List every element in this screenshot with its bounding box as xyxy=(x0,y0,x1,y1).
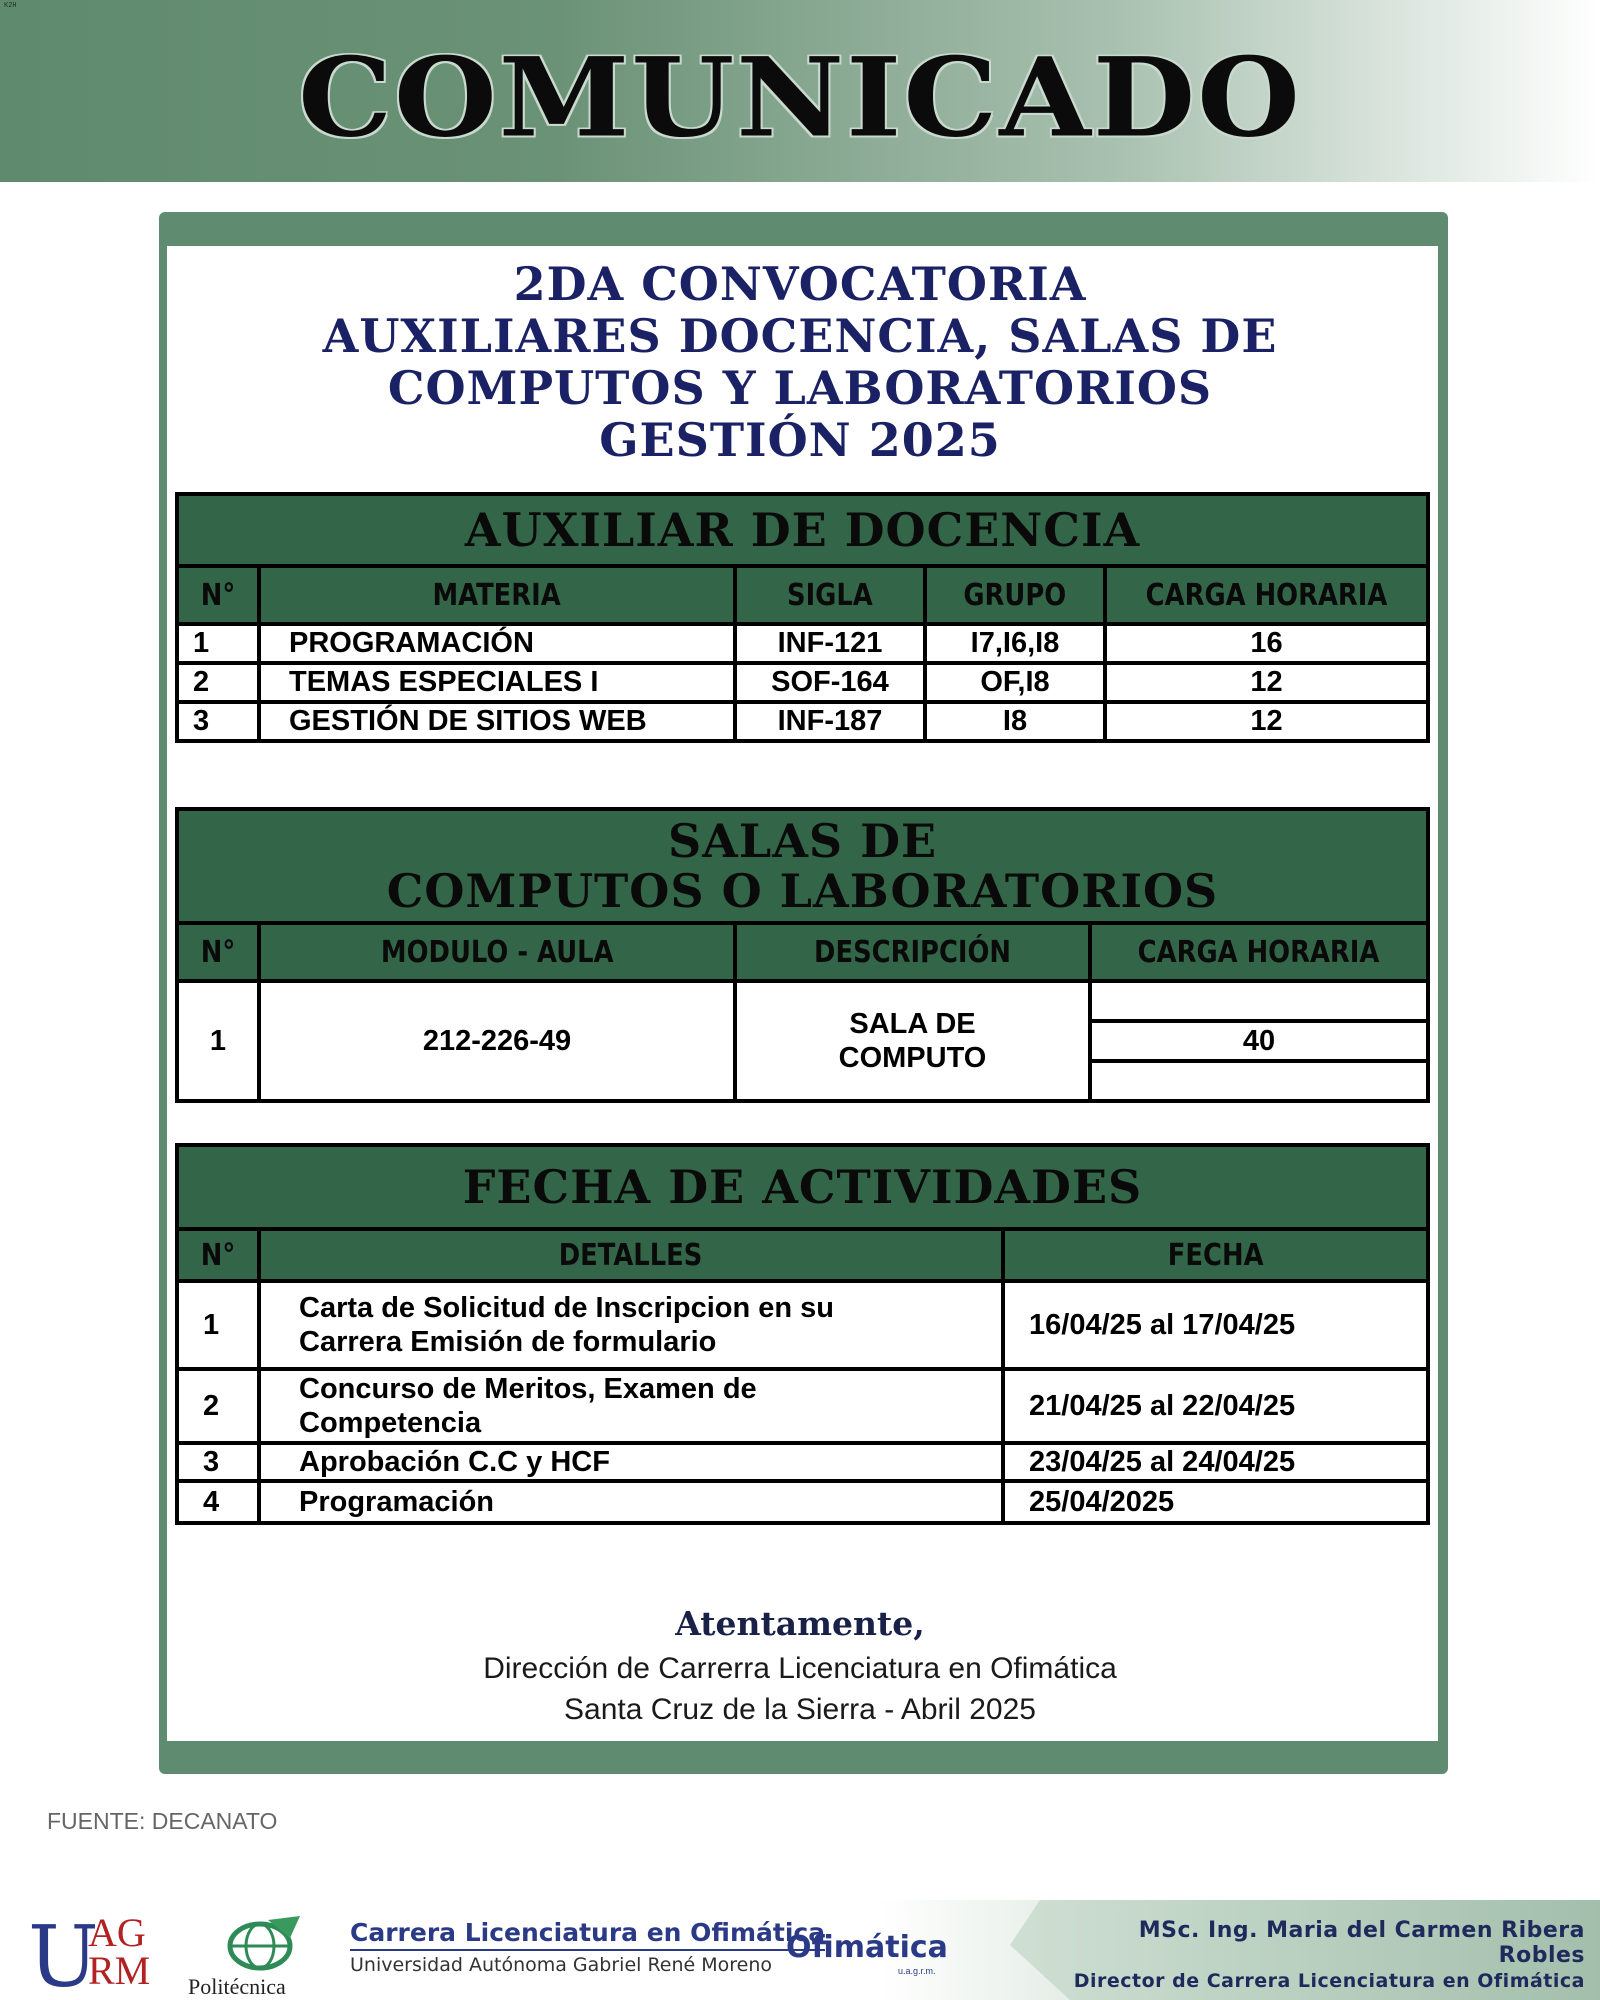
descripcion-cell xyxy=(735,981,1090,1101)
director-name: MSc. Ing. Maria del Carmen Ribera Robles xyxy=(1138,1918,1585,1968)
actividades-header-row xyxy=(177,1229,1428,1281)
row-number: 4 xyxy=(177,1481,259,1523)
director-role: Director de Carrera Licenciatura en Ofimática xyxy=(1073,1970,1585,1992)
header-banner xyxy=(0,0,1600,182)
heading-line-2: AUXILIARES DOCENCIA, SALAS DE xyxy=(322,309,1278,363)
row-number: 2 xyxy=(177,1369,259,1443)
modulo-cell: 212-226-49 xyxy=(259,981,735,1101)
fecha-cell: 25/04/2025 xyxy=(1003,1481,1428,1523)
row-number: 1 xyxy=(177,981,259,1101)
detalle-line-2: Carrera Emisión de formulario xyxy=(299,1326,717,1358)
banner-tag: K2H xyxy=(4,2,17,10)
carga-cell: 12 xyxy=(1105,663,1428,702)
col-header-detalles: DETALLES xyxy=(259,1229,1003,1281)
col-header-n: N° xyxy=(177,1229,259,1281)
heading-line-3: COMPUTOS Y LABORATORIOS xyxy=(387,361,1213,415)
politecnica-label: Politécnica xyxy=(188,1974,286,1999)
carga-cell: 12 xyxy=(1105,702,1428,741)
table-row xyxy=(177,1281,1428,1369)
table-row xyxy=(177,702,1428,741)
salas-title-line-2: COMPUTOS O LABORATORIOS xyxy=(386,864,1219,918)
closing-line-2: Santa Cruz de la Sierra - Abril 2025 xyxy=(564,1693,1036,1726)
carga-empty-cell xyxy=(1090,1061,1428,1101)
closing-greeting: Atentamente, xyxy=(675,1604,925,1643)
table-row xyxy=(177,624,1428,663)
uagrm-logo-rm: RM xyxy=(88,1948,151,1993)
col-header-carga: CARGA HORARIA xyxy=(1090,923,1428,981)
col-header-grupo: GRUPO xyxy=(925,566,1105,624)
uagrm-logo xyxy=(28,1908,178,2000)
detalle-line-1: Carta de Solicitud de Inscripcion en su xyxy=(299,1292,834,1324)
table-row xyxy=(177,1443,1428,1481)
carga-cell: 40 xyxy=(1090,1021,1428,1061)
materia-cell: PROGRAMACIÓN xyxy=(259,624,735,663)
carga-cell: 16 xyxy=(1105,624,1428,663)
docencia-header-row xyxy=(177,566,1428,624)
globe-icon xyxy=(220,1912,310,1974)
footer xyxy=(0,1900,1600,2000)
ofimatica-logo-sub: u.a.g.r.m. xyxy=(898,1966,936,1976)
carrera-subtitle: Universidad Autónoma Gabriel René Moreno xyxy=(350,1954,773,1976)
detalle-line-2: Competencia xyxy=(299,1407,482,1439)
col-header-materia: MATERIA xyxy=(259,566,735,624)
detalle-cell: Aprobación C.C y HCF xyxy=(259,1443,1003,1481)
table-row xyxy=(177,1481,1428,1523)
grupo-cell: I8 xyxy=(925,702,1105,741)
col-header-sigla: SIGLA xyxy=(735,566,925,624)
detalle-cell: Programación xyxy=(259,1481,1003,1523)
salas-title xyxy=(177,809,1428,923)
detalle-cell xyxy=(259,1369,1003,1443)
table-row xyxy=(177,663,1428,702)
detalle-line-1: Concurso de Meritos, Examen de xyxy=(299,1373,757,1405)
descripcion-line-2: COMPUTO xyxy=(838,1042,987,1074)
row-number: 3 xyxy=(177,1443,259,1481)
table-row xyxy=(177,981,1428,1021)
convocatoria-heading xyxy=(160,258,1440,466)
grupo-cell: I7,I6,I8 xyxy=(925,624,1105,663)
col-header-modulo: MODULO - AULA xyxy=(259,923,735,981)
col-header-n: N° xyxy=(177,566,259,624)
row-number: 2 xyxy=(177,663,259,702)
materia-cell: GESTIÓN DE SITIOS WEB xyxy=(259,702,735,741)
carrera-title: Carrera Licenciatura en Ofimática xyxy=(350,1918,825,1951)
col-header-n: N° xyxy=(177,923,259,981)
heading-line-4: GESTIÓN 2025 xyxy=(599,413,1001,467)
detalle-cell xyxy=(259,1281,1003,1369)
grupo-cell: OF,I8 xyxy=(925,663,1105,702)
row-number: 1 xyxy=(177,624,259,663)
actividades-title: FECHA DE ACTIVIDADES xyxy=(177,1145,1428,1229)
col-header-carga: CARGA HORARIA xyxy=(1105,566,1428,624)
carga-empty-cell xyxy=(1090,981,1428,1021)
row-number: 3 xyxy=(177,702,259,741)
docencia-title: AUXILIAR DE DOCENCIA xyxy=(177,494,1428,566)
director-block xyxy=(1070,1918,1585,1992)
row-number: 1 xyxy=(177,1281,259,1369)
heading-line-1: 2DA CONVOCATORIA xyxy=(513,257,1087,311)
carrera-block xyxy=(350,1918,825,1976)
source-note: FUENTE: DECANATO xyxy=(47,1808,278,1834)
sigla-cell: INF-121 xyxy=(735,624,925,663)
descripcion-line-1: SALA DE xyxy=(849,1008,976,1040)
fecha-cell: 21/04/25 al 22/04/25 xyxy=(1003,1369,1428,1443)
uagrm-logo-u: U xyxy=(28,1908,99,2000)
uagrm-logo-ag: AG xyxy=(88,1910,146,1955)
salas-header-row xyxy=(177,923,1428,981)
col-header-fecha: FECHA xyxy=(1003,1229,1428,1281)
sigla-cell: SOF-164 xyxy=(735,663,925,702)
col-header-descripcion: DESCRIPCIÓN xyxy=(735,923,1090,981)
sigla-cell: INF-187 xyxy=(735,702,925,741)
docencia-table xyxy=(175,492,1430,743)
actividades-table xyxy=(175,1143,1430,1525)
banner-title: COMUNICADO xyxy=(298,33,1302,162)
closing-line-1: Dirección de Carrerra Licenciatura en Ofimática xyxy=(483,1652,1117,1685)
ofimatica-logo: Ofimática xyxy=(786,1930,948,1965)
table-row xyxy=(177,1369,1428,1443)
fecha-cell: 23/04/25 al 24/04/25 xyxy=(1003,1443,1428,1481)
salas-table xyxy=(175,807,1430,1103)
materia-cell: TEMAS ESPECIALES I xyxy=(259,663,735,702)
salas-title-line-1: SALAS DE xyxy=(667,814,938,868)
fecha-cell: 16/04/25 al 17/04/25 xyxy=(1003,1281,1428,1369)
politecnica-logo xyxy=(188,1912,318,1999)
